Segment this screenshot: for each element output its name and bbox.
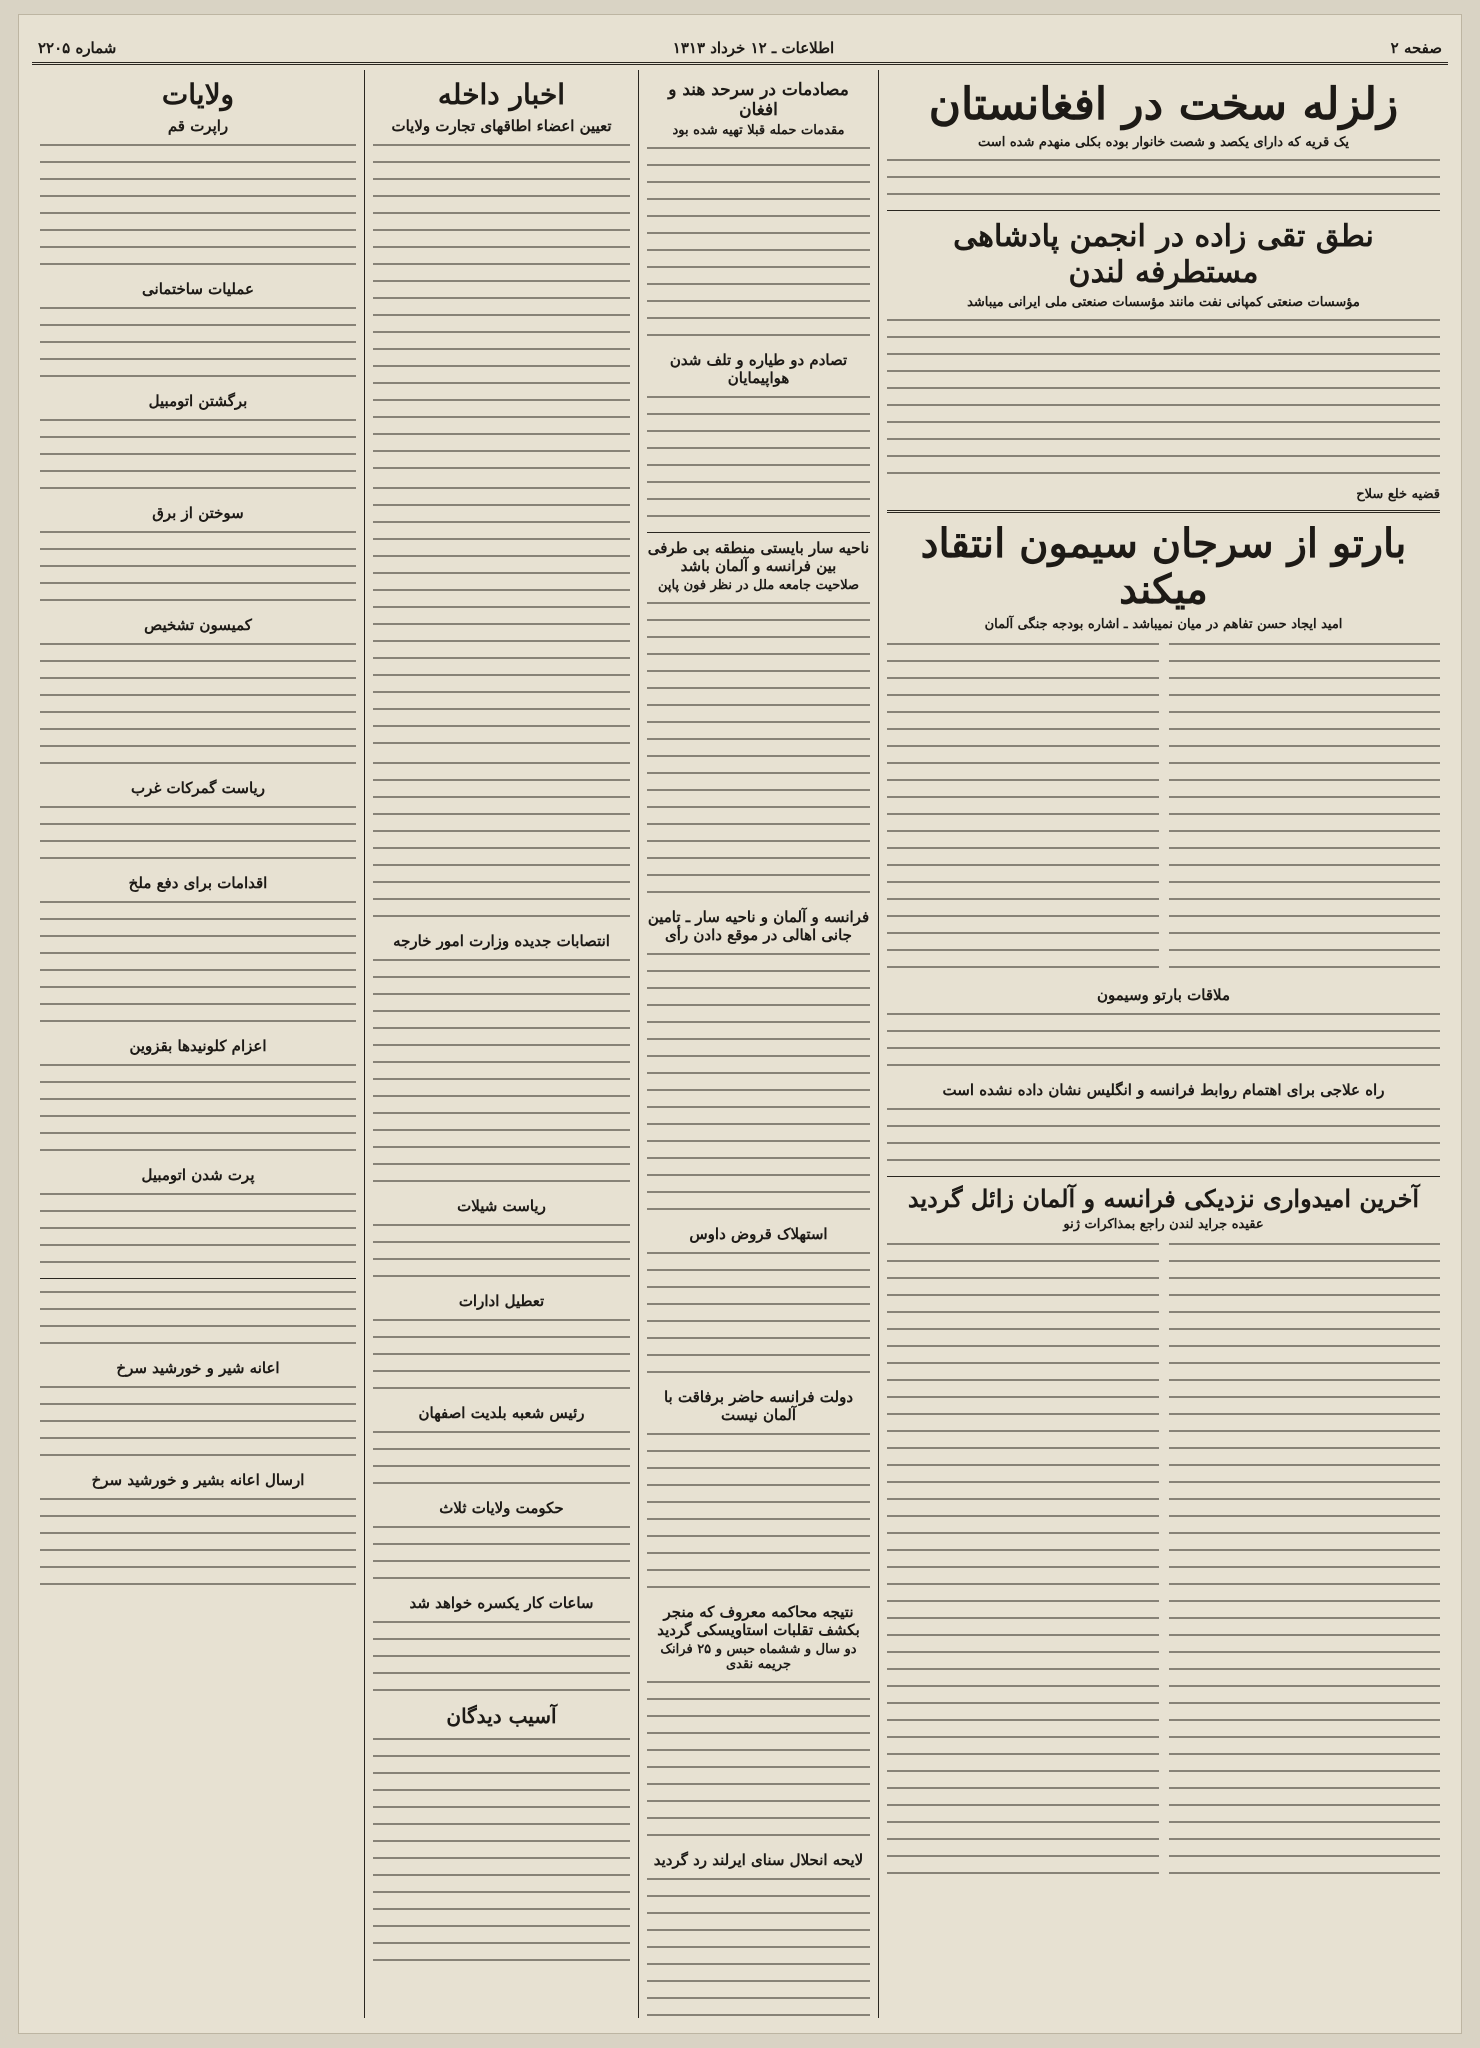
heading-dawes-loan: استهلاک قروض داوس [689,1225,828,1243]
heading-red-lion-aid: اعانه شیر و خورشید سرخ [116,1359,280,1377]
headline-barthou: بارتو از سرجان سیمون انتقاد میکند [920,519,1407,613]
article-body [373,1425,630,1493]
heading-qom: راپرت قم [167,117,229,135]
provinces-column [32,70,364,2018]
divider [40,1278,356,1279]
divider [647,532,870,533]
article-body [647,1246,870,1382]
heading-solution: راه علاجی برای اهتمام روابط فرانسه و انگلیس نشان داده نشده است [942,1080,1385,1099]
divider [887,1176,1440,1177]
heading-construction: عملیات ساختمانی [142,280,254,298]
subhead-earthquake: یک قریه که دارای یکصد و شصت خانوار بوده بکلی منهدم شده است [978,134,1349,150]
article-body [40,301,356,386]
article-body [647,1675,870,1845]
article-body [40,138,356,274]
divider [887,510,1440,513]
headline-earthquake: زلزله سخت در افغانستان [928,79,1399,130]
article-body [1169,637,1441,977]
masthead [32,34,1448,65]
article-body [40,525,356,610]
subhead-barthou: امید ایجاد حسن تفاهم در میان نمیباشد ـ اشاره بودجه جنگی آلمان [984,616,1343,632]
article-body [373,1732,630,1970]
heading-customs: ریاست گمرکات غرب [131,779,265,797]
article-body [40,1285,356,1353]
heading-isfahan: رئیس شعبه بلدیت اصفهان [418,1404,585,1422]
article-body [373,1520,630,1588]
article-body [887,637,1159,977]
article-body [40,895,356,1031]
heading-holiday: تعطیل ادارات [458,1292,545,1310]
article-body [887,1102,1440,1170]
article-body [647,596,870,902]
article-body [373,1218,630,1286]
newspaper-page [18,14,1462,2034]
article-body [887,313,1440,483]
article-body [40,1380,356,1465]
article-body [373,1615,630,1700]
heading-send-aid: ارسال اعانه بشیر و خورشید سرخ [91,1471,305,1489]
article-body [40,1492,356,1594]
heading-provinces-gov: حکومت ولایات ثلاث [439,1499,564,1517]
section-title-provinces: ولایات [161,78,235,111]
issue-number: شماره ۲۲۰۵ [38,39,117,57]
article-body [887,1237,1159,1877]
article-body [373,481,630,753]
foreign-news-column [638,70,878,2018]
two-column-article [887,1234,1440,1880]
article-body [373,138,630,478]
article-body [40,637,356,773]
heading-bus-return: برگشتن اتومبیل [148,392,248,410]
heading-saar-vote: فرانسه و آلمان و ناحیه سار ـ تامین جانی اهالی در موقع دادن رأی [647,908,870,944]
heading-lightning: سوختن از برق [152,504,244,522]
main-column [878,70,1448,2018]
article-body [647,141,870,345]
article-body [647,1427,870,1597]
two-column-article [887,634,1440,980]
heading-plane-crash: تصادم دو طیاره و تلف شدن هواپیمایان [669,351,848,387]
page-number: صفحه ۲ [1390,39,1442,57]
heading-french-germany: دولت فرانسه حاضر برفاقت با آلمان نیست [663,1388,854,1424]
heading-fisheries: ریاست شیلات [457,1197,546,1215]
article-body [373,756,630,926]
article-body [40,1058,356,1160]
subhead-afghan: مقدمات حمله قبلا تهیه شده بود [672,123,845,138]
subhead-geneva: عقیده جراید لندن راجع بمذاکرات ژنو [1063,1217,1264,1233]
heading-overturned-car: پرت شدن اتومبیل [141,1166,255,1184]
subhead-stavisky: دو سال و ششماه حبس و ۲۵ فرانک جریمه نقدی [660,1642,857,1672]
article-body [647,1872,870,2018]
heading-locust: اقدامات برای دفع ملخ [128,874,268,892]
domestic-news-column [364,70,638,2018]
section-title-domestic: اخبار داخله [437,78,566,111]
heading-foreign-ministry: انتصابات جدیده وزارت امور خارجه [393,932,610,950]
subhead-taqizadeh: مؤسسات صنعتی کمپانی نفت مانند مؤسسات صنعتی ملی ایرانی میباشد [967,294,1360,310]
article-body [1169,1237,1441,1877]
heading-saar: ناحیه سار بایستی منطقه بی طرفی بین فرانسه و آلمان باشد [647,539,870,575]
article-body [40,800,356,868]
heading-commission: کمیسون تشخیص [144,616,252,634]
heading-victims: آسیب دیدگان [446,1704,557,1728]
heading-irish-senate: لایحه انحلال سنای ایرلند رد گردید [653,1851,864,1869]
heading-chambers: تعیین اعضاء اطاقهای تجارت ولایات [391,117,612,135]
heading-meeting: ملاقات بارتو وسیمون [1097,985,1230,1004]
headline-hope: آخرین امیدواری نزدیکی فرانسه و آلمان زائل گردید [907,1183,1420,1213]
heading-stavisky: نتیجه محاکمه معروف که منجر بکشف تقلبات استاویسکی گردید [657,1603,860,1639]
article-body [373,953,630,1191]
heading-colonies: اعزام کلونیدها بقزوین [129,1037,267,1055]
subhead-saar: صلاحیت جامعه ملل در نظر فون پاپن [657,578,860,593]
heading-work-hours: ساعات کار یکسره خواهد شد [409,1594,594,1612]
columns [32,70,1448,2018]
article-body [647,390,870,526]
article-body [647,947,870,1219]
article-body [40,1187,356,1272]
article-body [887,153,1440,204]
article-body [373,1313,630,1398]
section-tag-disarmament: قضیه خلع سلاح [1356,486,1440,502]
divider [887,210,1440,211]
article-body [40,413,356,498]
headline-taqizadeh: نطق تقی زاده در انجمن پادشاهی مستطرفه لندن [953,218,1374,290]
article-body [887,1007,1440,1075]
headline-afghan-border: مصادمات در سرحد هند و افغان [668,80,849,120]
dateline: اطلاعات ـ ۱۲ خرداد ۱۳۱۳ [672,39,835,57]
